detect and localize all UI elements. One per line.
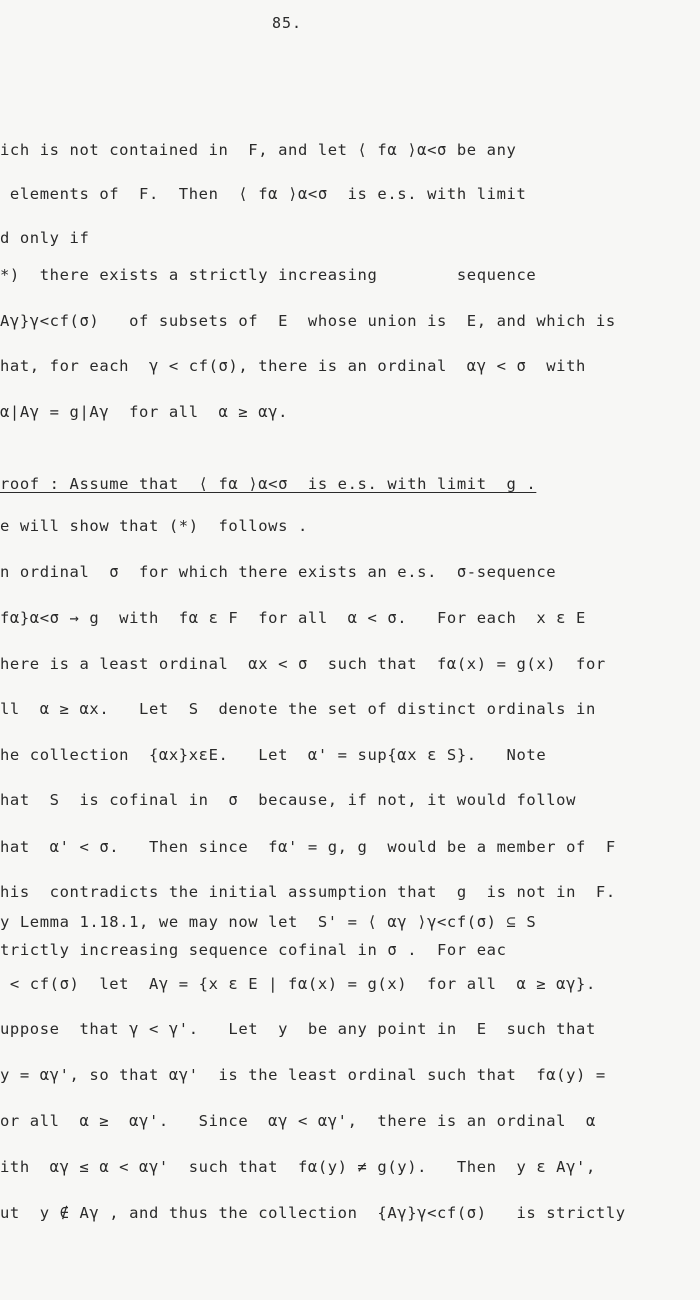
text-line-24: ith αγ ≤ α < αγ' such that fα(y) ≠ g(y). Then y ε Aγ', <box>0 1158 596 1176</box>
text-line-10: n ordinal σ for which there exists an e.s. σ-sequence <box>0 563 557 581</box>
text-line-2: elements of F. Then ⟨ fα ⟩α<σ is e.s. with limit <box>0 185 527 203</box>
text-line-7: α|Aγ = g|Aγ for all α ≥ αγ. <box>0 403 289 421</box>
text-line-1: ich is not contained in F, and let ⟨ fα ⟩α<σ be any <box>0 141 517 159</box>
text-line-3: d only if <box>0 229 90 247</box>
text-line-20: < cf(σ) let Aγ = {x ε E | fα(x) = g(x) for all α ≥ αγ}. <box>0 975 596 993</box>
page-number: 85. <box>272 14 303 32</box>
text-line-9: e will show that (*) follows . <box>0 517 308 535</box>
text-line-11: fα}α<σ → g with fα ε F for all α < σ. For each x ε E <box>0 609 586 627</box>
text-line-5: Aγ}γ<cf(σ) of subsets of E whose union is E, and which is <box>0 312 616 330</box>
text-line-12: here is a least ordinal αx < σ such that fα(x) = g(x) for <box>0 655 606 673</box>
text-line-15: hat S is cofinal in σ because, if not, it would follow <box>0 791 577 809</box>
text-line-19: trictly increasing sequence cofinal in σ . For eac <box>0 941 507 959</box>
text-line-17: his contradicts the initial assumption that g is not in F. <box>0 883 616 901</box>
text-line-25: ut y ∉ Aγ , and thus the collection {Aγ}γ<cf(σ) is strictly <box>0 1204 626 1222</box>
text-line-14: he collection {αx}xεE. Let α' = sup{αx ε S}. Note <box>0 746 547 764</box>
text-line-18: y Lemma 1.18.1, we may now let S' = ⟨ αγ ⟩γ<cf(σ) ⊆ S <box>0 913 537 931</box>
text-line-13: ll α ≥ αx. Let S denote the set of distinct ordinals in <box>0 700 596 718</box>
text-line-6: hat, for each γ < cf(σ), there is an ordinal αγ < σ with <box>0 357 586 375</box>
text-line-22: y = αγ', so that αγ' is the least ordinal such that fα(y) = <box>0 1066 606 1084</box>
text-line-21: uppose that γ < γ'. Let y be any point in E such that <box>0 1020 596 1038</box>
proof-line: roof : Assume that ⟨ fα ⟩α<σ is e.s. with limit g . <box>0 475 537 493</box>
text-line-4: *) there exists a strictly increasing sequence <box>0 266 537 284</box>
text-line-16: hat α' < σ. Then since fα' = g, g would be a member of F <box>0 838 616 856</box>
text-line-23: or all α ≥ αγ'. Since αγ < αγ', there is an ordinal α <box>0 1112 596 1130</box>
